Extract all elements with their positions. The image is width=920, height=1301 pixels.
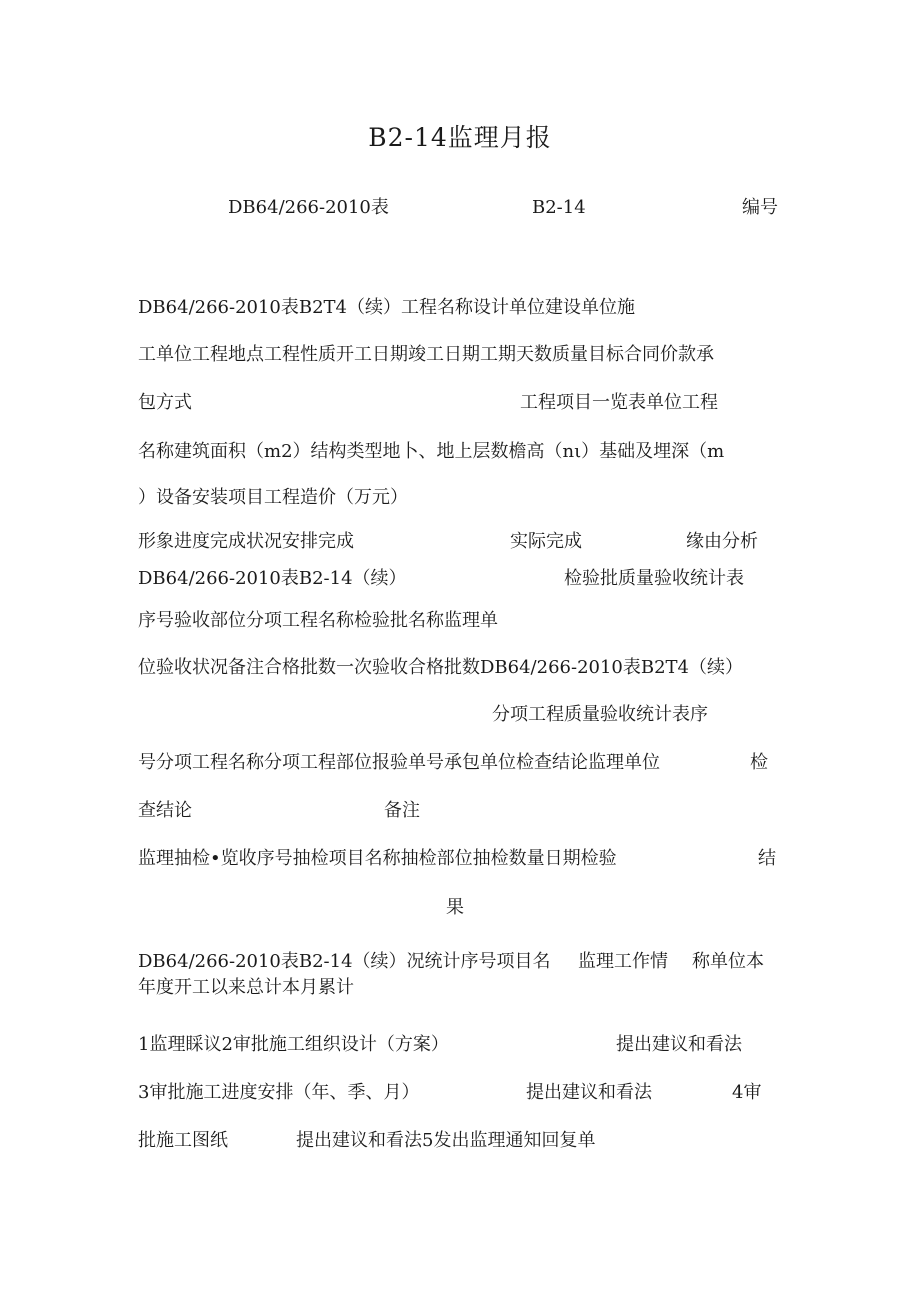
text-segment: 3审批施工进度安排（年、季、月） xyxy=(138,1082,420,1103)
standard-code: DB64/266-2010表 xyxy=(228,197,389,218)
text-segment: 工程项目一览表单位工程 xyxy=(520,392,718,413)
text-segment: 形象进度完成状况安排完成 xyxy=(138,531,354,552)
text-segment: 查结论 xyxy=(138,800,192,821)
text-segment: 监理抽检•览收序号抽检项目名称抽检部位抽检数量日期检验 xyxy=(138,848,617,869)
text-segment: DB64/266-2010表B2-14（续） xyxy=(138,568,407,589)
number-label: 编号 xyxy=(742,197,778,218)
text-segment: 提出建议和看法5发出监理通知回复单 xyxy=(296,1130,596,1151)
text-segment: 检验批质量验收统计表 xyxy=(564,568,744,589)
body-line-4: 名称建筑面积（m2）结构类型地卜、地上层数檐高（nι）基础及埋深（m xyxy=(138,441,725,462)
body-line-2: 工单位工程地点工程性质开工日期竣工日期工期天数质量目标合同价款承 xyxy=(138,344,714,365)
text-segment: 号分项工程名称分项工程部位报验单号承包单位检查结论监理单位 xyxy=(138,752,660,773)
text-segment: 1监理睬议2审批施工组织设计（方案） xyxy=(138,1034,449,1055)
text-segment: 监理工作情 xyxy=(578,951,668,972)
page-title: B2-14监理月报 xyxy=(368,123,552,152)
text-segment: 提出建议和看法 xyxy=(526,1082,652,1103)
body-line-5: ）设备安装项目工程造价（万元） xyxy=(138,487,408,508)
body-line-8: 序号验收部位分项工程名称检验批名称监理单 xyxy=(138,610,498,631)
body-line-16: 年度开工以来总计本月累计 xyxy=(138,977,354,998)
text-segment: 备注 xyxy=(384,800,420,821)
text-segment: 批施工图纸 xyxy=(138,1130,228,1151)
text-segment: 包方式 xyxy=(138,392,192,413)
text-segment: 4审 xyxy=(732,1082,762,1103)
text-segment: 实际完成 xyxy=(510,531,582,552)
form-header xyxy=(0,196,920,220)
table-code: B2-14 xyxy=(532,197,586,218)
body-line-10: 分项工程质量验收统计表序 xyxy=(492,704,708,725)
body-line-14: 果 xyxy=(446,897,464,918)
body-line-9: 位验收状况备注合格批数一次验收合格批数DB64/266-2010表B2T4（续） xyxy=(138,657,744,678)
text-segment: 缘由分析 xyxy=(686,531,758,552)
body-line-1: DB64/266-2010表B2T4（续）工程名称设计单位建设单位施 xyxy=(138,297,636,318)
text-segment: 称单位本 xyxy=(692,951,764,972)
text-segment: DB64/266-2010表B2-14（续）况统计序号项目名 xyxy=(138,951,551,972)
text-segment: 检 xyxy=(750,752,768,773)
text-segment: 提出建议和看法 xyxy=(616,1034,742,1055)
text-segment: 结 xyxy=(758,848,776,869)
